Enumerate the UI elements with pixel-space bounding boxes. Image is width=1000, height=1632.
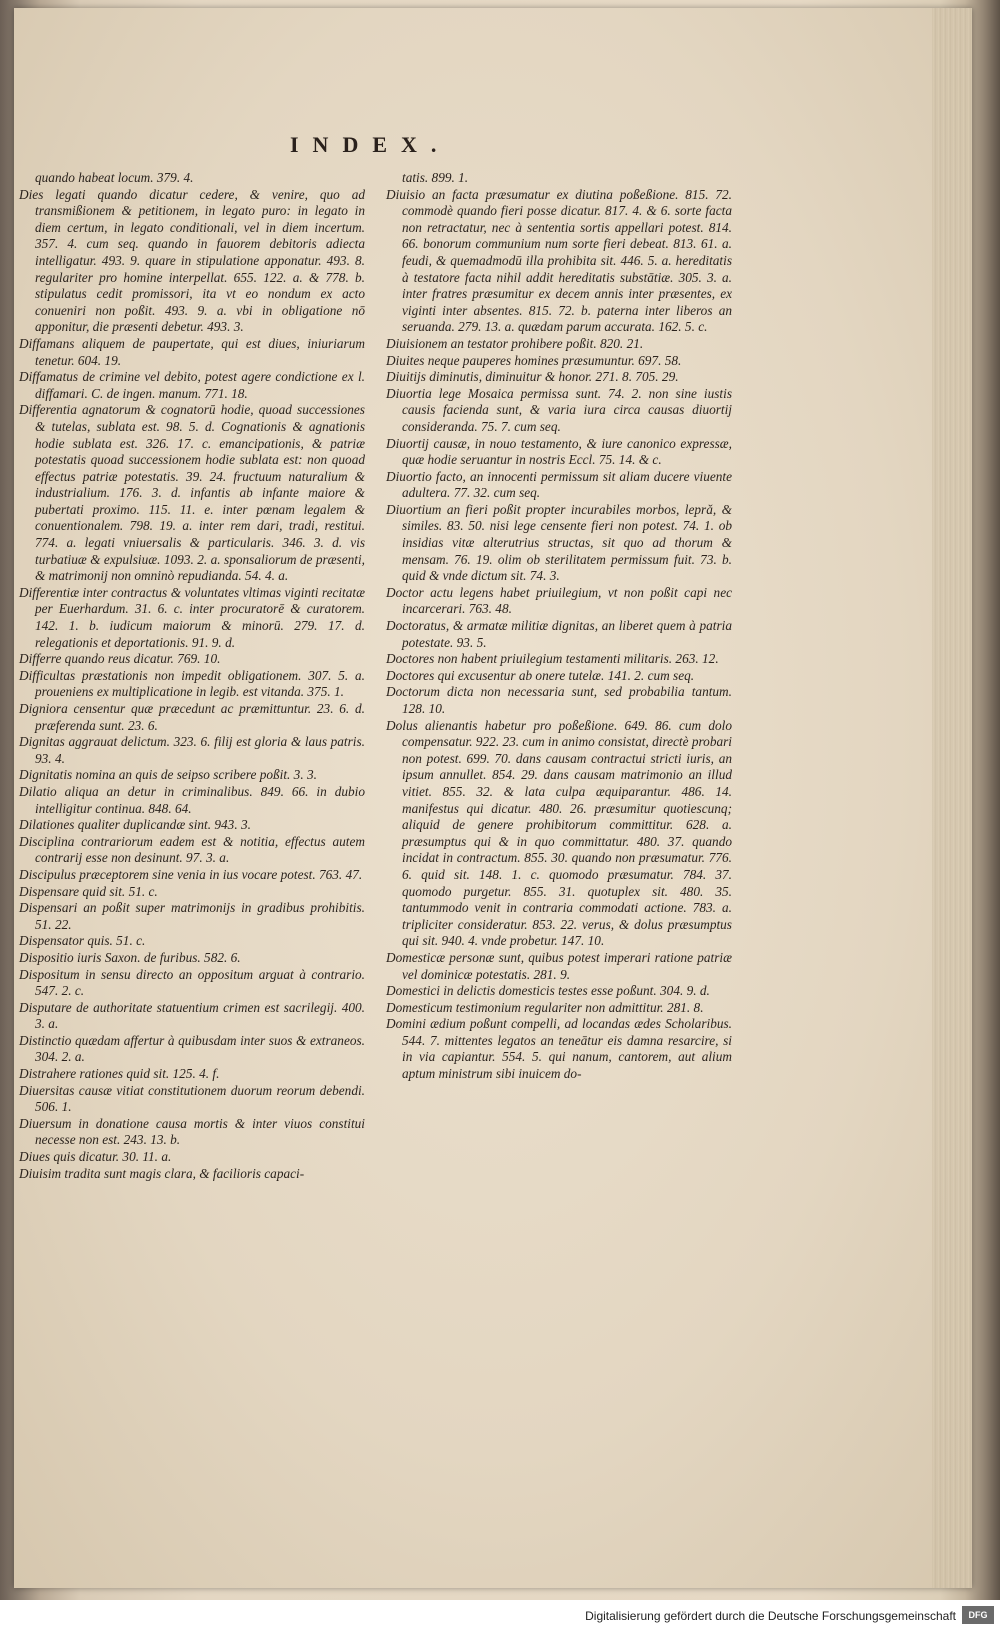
index-entry: Doctores qui excusentur ab onere tutelæ. 141. 2. cum seq. <box>386 667 695 683</box>
index-entry: Diuortia lege Mosaica permissa sunt. 74. 2. non sine iustis causis facienda sunt, & varia iura circa causas diuortij consideranda. 75. 7. cum seq. <box>386 385 732 434</box>
index-entry: Diuisionem an testator prohibere poßit. 820. 21. <box>386 335 644 351</box>
index-entry: Dispositio iuris Saxon. de furibus. 582. 6. <box>19 949 241 965</box>
index-entry: Diuisim tradita sunt magis clara, & facilioris capaci- <box>19 1165 305 1181</box>
index-entry: Dispensator quis. 51. c. <box>19 933 146 949</box>
index-entry: Distinctio quædam affertur à quibusdam inter suos & extraneos. 304. 2. a. <box>19 1032 365 1065</box>
index-entry: Diffamans aliquem de paupertate, qui est diues, iniuriarum tenetur. 604. 19. <box>19 335 365 368</box>
index-entry: Diuisio an facta præsumatur ex diutina poßeßione. 815. 72. commodè quando fieri posse dicatur. 817. 4. & 6. sorte facta non retractatur, nec à sententia sortis appellari potest. 814. 66. bonorum communium num sorte fieri debeat. 813. 61. a. feudi, & quemadmodū illa prohibita sit. 446. 5. a. hereditatis à testatore facta nihil addit hereditatis substātiæ. 305. 3. a. inter fratres præsumitur ex decem annis inter præsentes, ex viginti inter absentes. 815. 72. b. paterna inter liberos an seruanda. 279. 13. a. quædam parum accurata. 162. 5. c. <box>386 186 732 335</box>
index-entry: Doctoratus, & armatæ militiæ dignitas, an liberet quem à patria potestate. 93. 5. <box>386 618 732 650</box>
index-entry: Diuites neque pauperes homines præsumuntur. 697. 58. <box>386 352 682 368</box>
index-entry: Diuortium an fieri poßit propter incurabiles morbos, lepră, & similes. 83. 50. nisi lege censente fieri non potest. 74. 1. ob insidias vitæ alterutrius structas, sit quo ad thorum & mensam. 76. 19. olim ob sterilitatem permissum fuit. 73. b. quid & vnde dictum sit. 74. 3. <box>386 501 732 584</box>
index-entry: Diuortij causæ, in nouo testamento, & iure canonico expressæ, quæ hodie seruantur in nostris Eccl. 75. 14. & c. <box>386 435 732 468</box>
index-entry: Dignitas aggrauat delictum. 323. 6. filij est gloria & laus patris. 93. 4. <box>19 734 365 766</box>
index-entry: tatis. 899. 1. <box>402 170 469 185</box>
index-entry: Dilatio aliqua an detur in criminalibus. 849. 66. in dubio intelligitur continua. 848. 64. <box>19 783 365 816</box>
index-column-right <box>386 170 732 1083</box>
index-entry: Diuersum in donatione causa mortis & inter viuos constitui necesse non est. 243. 13. b. <box>19 1115 365 1148</box>
index-entry: Diues quis dicatur. 30. 11. a. <box>19 1149 172 1165</box>
index-entry: Difficultas præstationis non impedit obligationem. 307. 5. a. proueniens ex multiplicatione in legib. est vitanda. 375. 1. <box>19 667 365 700</box>
index-entry: Domesticum testimonium regulariter non admittitur. 281. 8. <box>386 999 704 1015</box>
page-edges <box>932 8 972 1588</box>
index-entry: Digniora censentur quæ præcedunt ac præmittuntur. 23. 6. d. præferenda sunt. 23. 6. <box>19 701 365 733</box>
index-entry: Disputare de authoritate statuentium crimen est sacrilegij. 400. 3. a. <box>19 999 365 1032</box>
index-entry: Disciplina contrariorum eadem est & notitia, effectus autem contrarij esse non desinunt. 97. 3. a. <box>19 833 365 866</box>
index-entry: Dies legati quando dicatur cedere, & venire, quo ad transmißionem & petitionem, in legato puro: in legato in diem certum, in legato conditionali, vel in diem incertum. 357. 4. cum seq. quando in fauorem debitoris adiecta intelligatur. 493. 9. quare in stipulatione apponatur. 493. 8. regulariter pro homine interpellat. 655. 122. a. & 778. b. stipulatus cedit promissori, ita vt eo nondum ex acto conueniri non poßit. 493. 9. a. vbi in obligatione nō apponitur, die præsenti debetur. 493. 3. <box>19 186 365 335</box>
index-entry: Discipulus præceptorem sine venia in ius vocare potest. 763. 47. <box>19 866 363 882</box>
index-entry: Diuitijs diminutis, diminuitur & honor. 271. 8. 705. 29. <box>386 369 679 385</box>
index-entry: Dilationes qualiter duplicandæ sint. 943. 3. <box>19 817 251 833</box>
page-header: INDEX. <box>290 132 451 157</box>
index-entry: Dignitatis nomina an quis de seipso scribere poßit. 3. 3. <box>19 767 317 783</box>
index-entry: Dispensare quid sit. 51. c. <box>19 883 158 899</box>
index-entry: Dolus alienantis habetur pro poßeßione. 649. 86. cum dolo compensatur. 922. 23. cum in animo consistat, directè probari non potest. 699. 70. dans causam contractui stricti iuris, an ipsum annullet. 854. 29. dans causam matrimonio an illud vitiet. 855. 32. & lata culpa æquiparantur. 486. 14. manifestus qui dicatur. 480. 26. præsumitur quotiescunq; aliquid de genere prohibitorum committitur. 628. a. præsumptus qui & in quo committatur. 480. 37. quando incidat in contractum. 855. 30. quando non præsumatur. 776. 6. quid sit. 148. 1. c. quomodo præsumatur. 784. 37. quomodo purgetur. 855. 31. quotuplex sit. 480. 35. tantummodo venit in contraria commodati actione. 783. a. tripliciter consideratur. 853. 22. verus, & dolus præsumptus qui sit. 940. 4. vnde probetur. 147. 10. <box>386 717 732 949</box>
index-entry: Dispositum in sensu directo an oppositum arguat à contrario. 547. 2. c. <box>19 966 365 999</box>
index-entry: Distrahere rationes quid sit. 125. 4. f. <box>19 1066 220 1082</box>
index-entry: Differentiæ inter contractus & voluntates vltimas viginti recitatæ per Euerhardum. 31. 6. c. inter procuratorē & curatorem. 142. 1. b. iudicum maiorum & minorū. 279. 17. d. relegationis et deportationis. 91. 9. d. <box>19 584 365 650</box>
index-entry: Differentia agnatorum & cognatorū hodie, quoad successiones & tutelas, sublata est. 98. 5. d. Cognationis & agnationis hodie sublata est. 326. 17. c. emancipationis, & patriæ potestatis quoad successionem hodie sublata est: non quoad effectus patriæ potestatis. 39. 24. fructuum naturalium & industrialium. 176. 3. d. infantis ab infante maiore & pubertati proximo. 115. 11. e. inter pœnam legalem & conuentionalem. 798. 19. a. inter rem dari, tradi, restitui. 774. a. legati vniuersalis & particularis. 346. 3. d. vis turbatiuæ & expulsiuæ. 1093. 2. a. sponsaliorum de præsenti, & matrimonij non omninò repudianda. 54. 4. a. <box>19 402 365 584</box>
footer-credit: Digitalisierung gefördert durch die Deutsche Forschungsgemeinschaft <box>585 1609 956 1623</box>
index-entry: Differre quando reus dicatur. 769. 10. <box>19 651 221 667</box>
index-entry: Doctorum dicta non necessaria sunt, sed probabilia tantum. 128. 10. <box>386 684 732 716</box>
index-column-left <box>19 170 365 1182</box>
index-entry: Doctores non habent priuilegium testamenti militaris. 263. 12. <box>386 651 719 667</box>
index-entry: Doctor actu legens habet priuilegium, vt non poßit capi nec incarcerari. 763. 48. <box>386 584 732 617</box>
footer-bar <box>0 1600 1000 1632</box>
index-entry: Domestici in delictis domesticis testes esse poßunt. 304. 9. d. <box>386 983 710 999</box>
index-entry: Diuortio facto, an innocenti permissum sit aliam ducere viuente adultera. 77. 32. cum seq. <box>386 468 732 501</box>
index-entry: Diffamatus de crimine vel debito, potest agere condictione ex l. diffamari. C. de ingen. manum. 771. 18. <box>19 369 365 401</box>
dfg-logo: DFG <box>962 1606 994 1624</box>
index-entry: quando habeat locum. 379. 4. <box>35 170 194 185</box>
index-entry: Dispensari an poßit super matrimonijs in gradibus prohibitis. 51. 22. <box>19 900 365 932</box>
index-entry: Domini ædium poßunt compelli, ad locandas ædes Scholaribus. 544. 7. mittentes legatos an teneātur eis damna resarcire, si in via capiantur. 554. 5. qui nanum, cantorem, aut alium aptum ministrum sibi inuicem do- <box>386 1016 732 1082</box>
index-entry: Diuersitas causæ vitiat constitutionem duorum reorum debendi. 506. 1. <box>19 1082 365 1115</box>
index-entry: Domesticæ personæ sunt, quibus potest imperari ratione patriæ vel dominicæ potestatis. 281. 9. <box>386 949 732 982</box>
